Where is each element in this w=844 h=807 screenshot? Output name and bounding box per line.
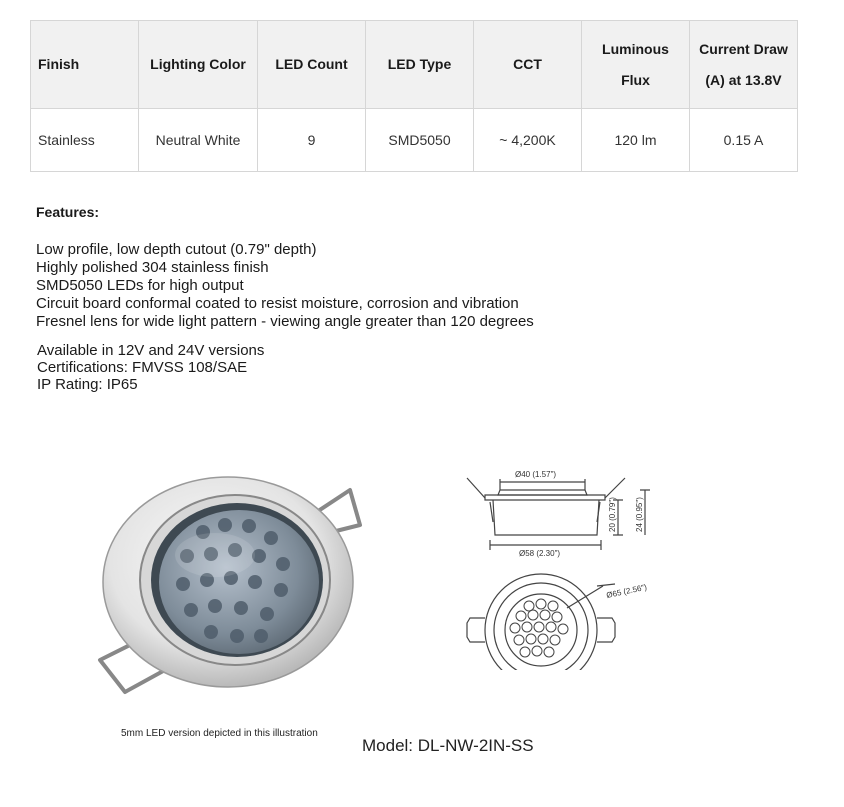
side-view-flange [485,495,605,500]
header-lighting-color: Lighting Color [139,21,258,109]
front-view-ring [494,583,588,670]
cell-led-count: 9 [258,109,366,172]
dimension-drawing [455,460,665,670]
ip-rating-note: IP Rating: IP65 [37,376,138,393]
feature-item: SMD5050 LEDs for high output [36,277,244,294]
table-row [31,109,798,172]
dim-bottom-label: Ø58 (2.30") [519,549,561,558]
front-view-leds [510,599,568,657]
cell-current-draw: 0.15 A [690,109,798,172]
feature-item: Highly polished 304 stainless finish [36,259,269,276]
side-view-top [498,490,587,495]
header-current-draw: Current Draw (A) at 13.8V [690,21,798,109]
header-luminous-flux: Luminous Flux [582,21,690,109]
model-number: Model: DL-NW-2IN-SS [362,736,534,755]
certification-note: Certifications: FMVSS 108/SAE [37,359,248,376]
front-clip-left [467,618,485,642]
dim-top-label: Ø40 (1.57") [515,470,557,479]
feature-item: Circuit board conformal coated to resist moisture, corrosion and vibration [36,295,519,312]
dim-inner-height-label: 20 (0.79") [608,497,617,532]
feature-item: Fresnel lens for wide light pattern - viewing angle greater than 120 degrees [36,313,534,330]
cell-cct: ~ 4,200K [474,109,582,172]
spec-table [30,20,798,172]
cell-lighting-color: Neutral White [139,109,258,172]
table-header-row [31,21,798,109]
dim-line-top [500,479,585,490]
cell-finish: Stainless [31,109,139,172]
spec-notes-list [37,342,264,393]
cell-led-type: SMD5050 [366,109,474,172]
product-photo [95,460,365,700]
header-finish: Finish [31,21,139,109]
dim-diameter-label: Ø65 (2.56") [605,582,648,600]
cell-luminous-flux: 120 lm [582,109,690,172]
illustration-caption: 5mm LED version depicted in this illustration [121,728,318,739]
header-cct: CCT [474,21,582,109]
features-title: Features: [36,204,100,220]
header-led-count: LED Count [258,21,366,109]
feature-item: Low profile, low depth cutout (0.79" depth) [36,241,317,258]
feature-list [36,241,534,331]
front-clip-right [597,618,615,642]
side-view-body [493,500,599,535]
front-view-lens [505,594,577,666]
voltage-note: Available in 12V and 24V versions [37,342,265,359]
header-led-type: LED Type [366,21,474,109]
dim-outer-height-label: 24 (0.95") [635,497,644,532]
